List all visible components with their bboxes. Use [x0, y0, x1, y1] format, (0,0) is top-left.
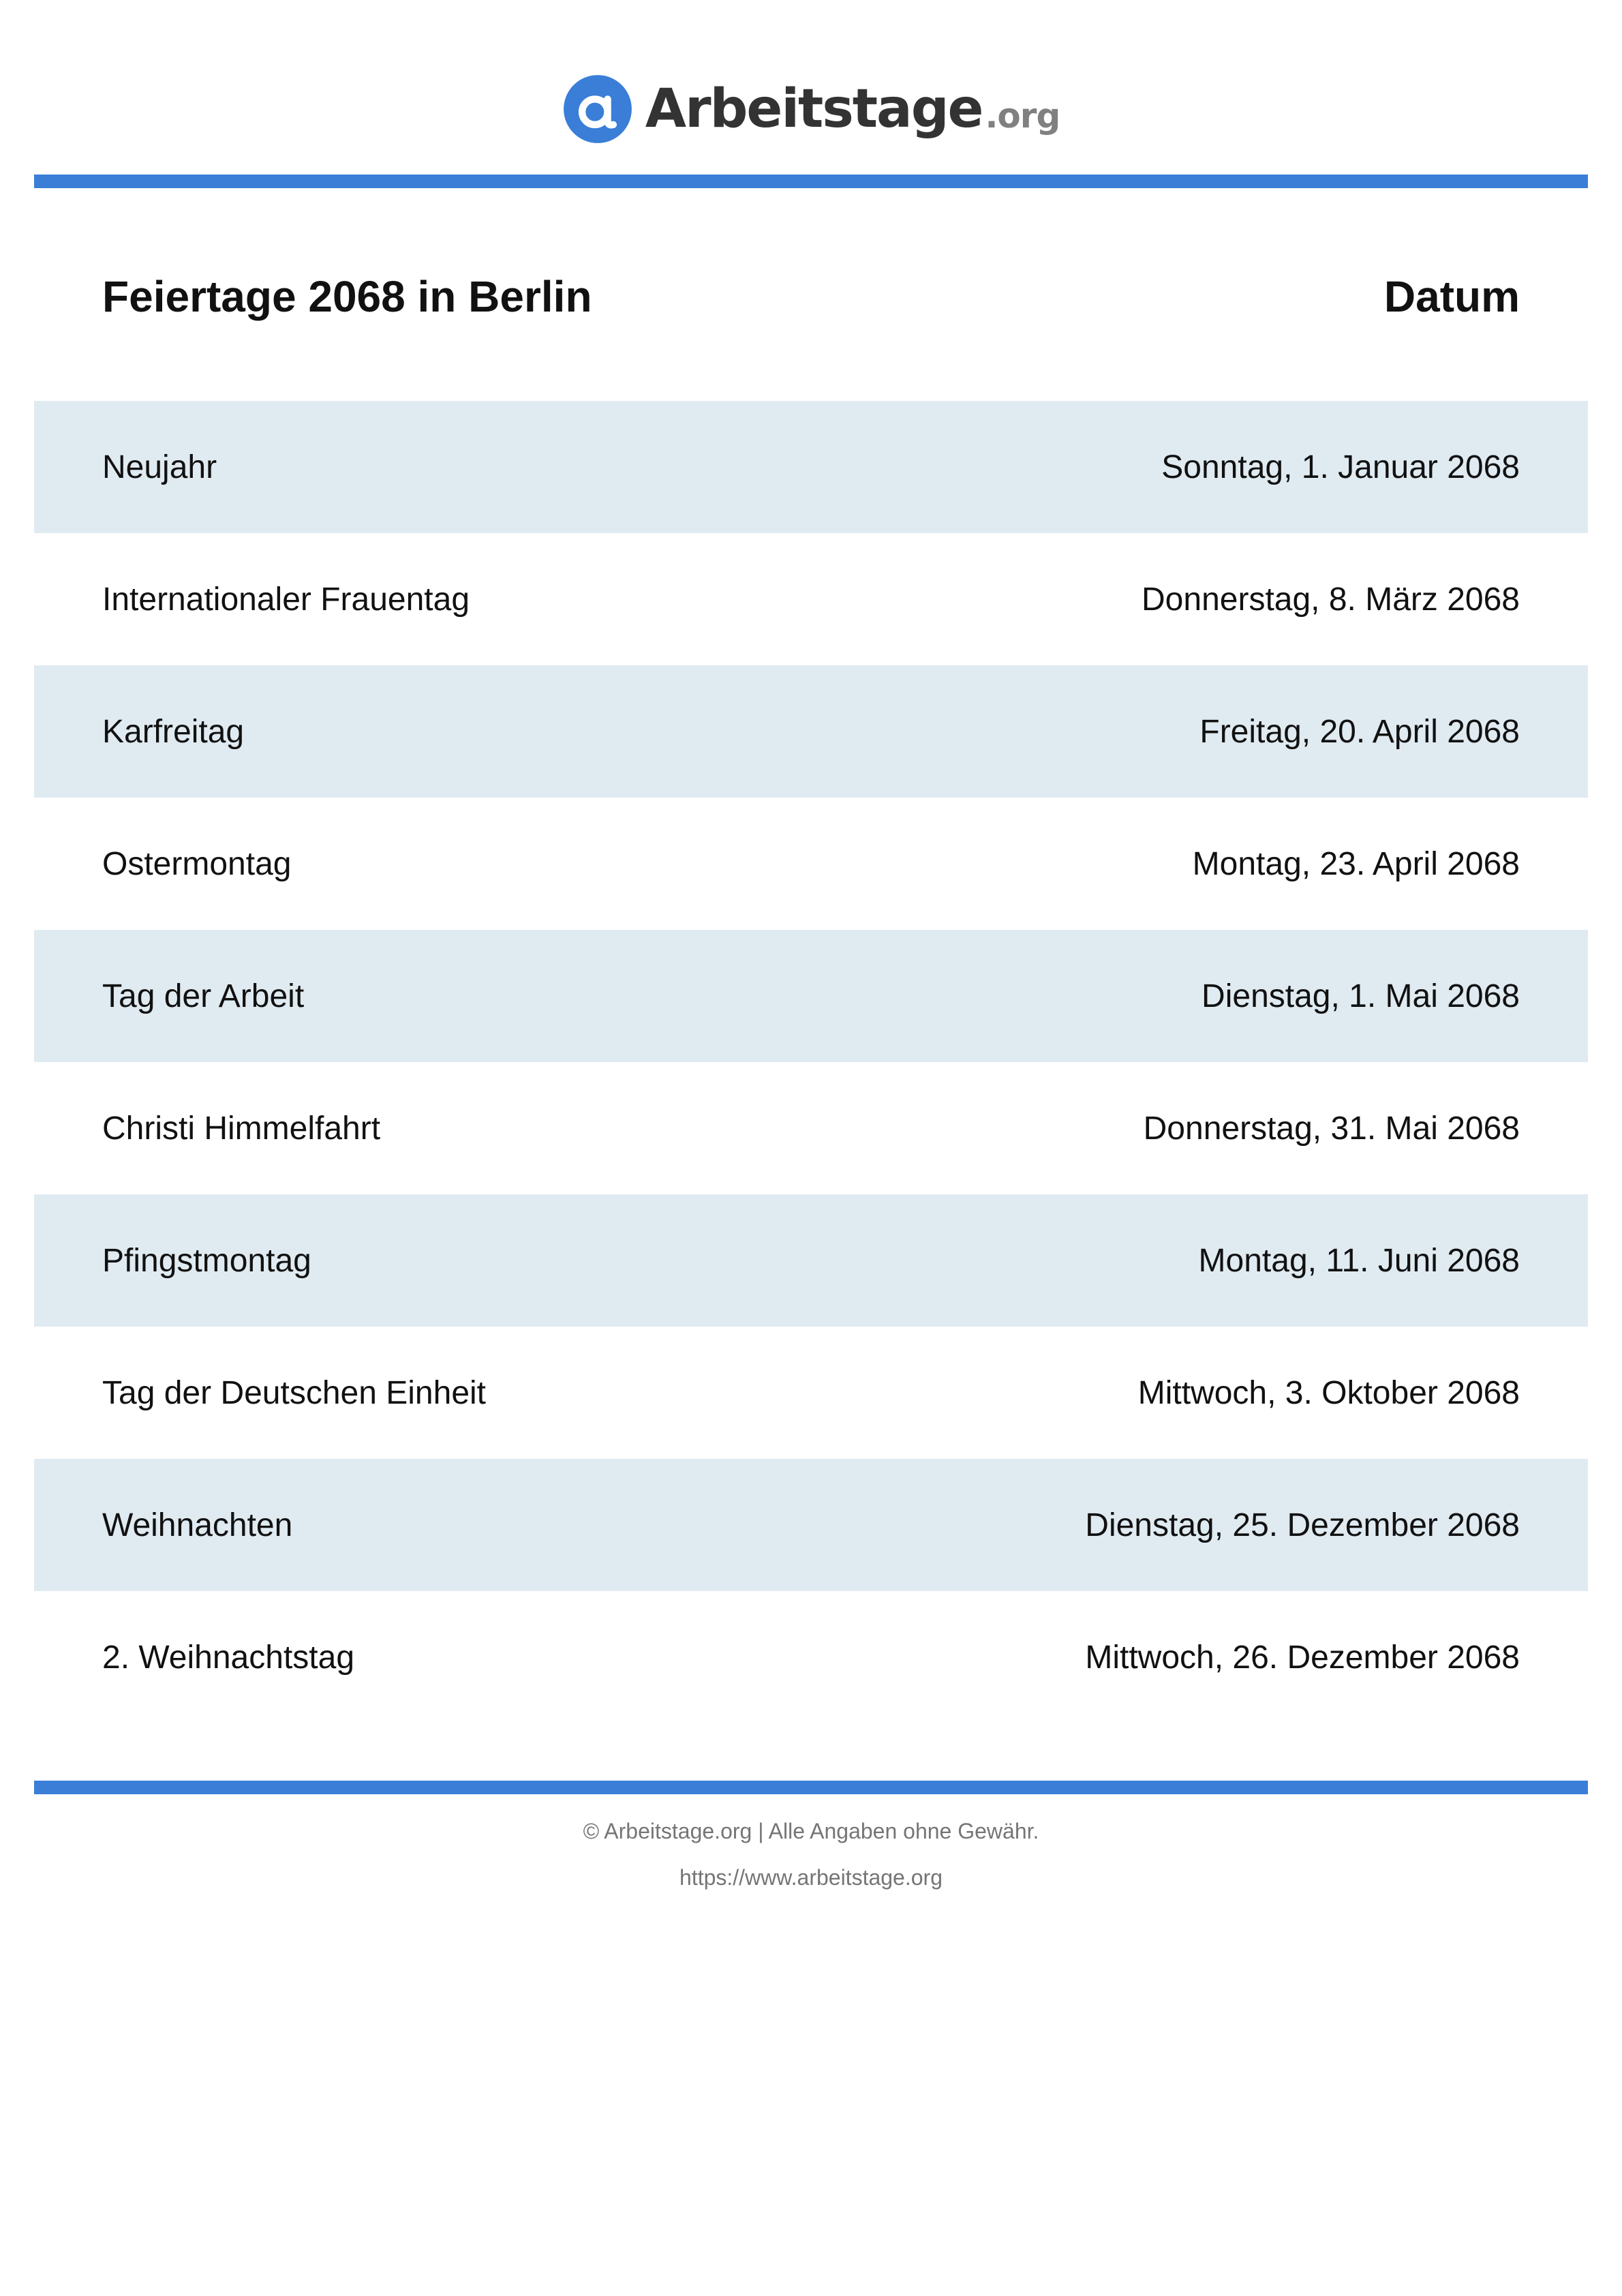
holiday-date: Sonntag, 1. Januar 2068	[1161, 449, 1520, 485]
holiday-date: Donnerstag, 8. März 2068	[1142, 581, 1520, 618]
holiday-table	[34, 401, 1588, 1723]
holiday-date: Freitag, 20. April 2068	[1199, 713, 1520, 750]
holiday-name: Ostermontag	[102, 845, 292, 882]
holiday-name: Karfreitag	[102, 713, 245, 750]
footer-copyright: © Arbeitstage.org | Alle Angaben ohne Gewähr.	[583, 1819, 1039, 1843]
date-column-header: Datum	[1383, 272, 1520, 321]
holiday-name: Internationaler Frauentag	[102, 581, 470, 618]
holiday-name: Tag der Arbeit	[102, 978, 305, 1014]
table-row	[34, 798, 1588, 930]
holiday-name: Pfingstmontag	[102, 1242, 311, 1279]
at-sign-icon	[562, 74, 633, 145]
table-title: Feiertage 2068 in Berlin	[102, 272, 592, 321]
holiday-name: Weihnachten	[102, 1507, 293, 1543]
footer-url: https://www.arbeitstage.org	[679, 1865, 943, 1890]
brand-tld: .org	[985, 96, 1060, 136]
holiday-date: Montag, 11. Juni 2068	[1198, 1242, 1520, 1279]
logo	[0, 72, 1622, 147]
bottom-divider	[34, 1781, 1588, 1794]
table-row	[34, 930, 1588, 1062]
table-row	[34, 1591, 1588, 1723]
holiday-date: Dienstag, 1. Mai 2068	[1202, 978, 1520, 1014]
table-row	[34, 1194, 1588, 1327]
holiday-date: Mittwoch, 3. Oktober 2068	[1137, 1374, 1520, 1411]
holiday-name: Christi Himmelfahrt	[102, 1110, 381, 1147]
table-row	[34, 533, 1588, 665]
logo-lockup	[562, 74, 1060, 145]
holiday-date: Montag, 23. April 2068	[1192, 845, 1520, 882]
holiday-name: 2. Weihnachtstag	[102, 1639, 355, 1676]
holiday-date: Dienstag, 25. Dezember 2068	[1085, 1507, 1520, 1543]
holiday-name: Neujahr	[102, 449, 217, 485]
holiday-name: Tag der Deutschen Einheit	[102, 1374, 487, 1411]
table-row	[34, 1459, 1588, 1591]
brand-name: Arbeitstage	[645, 78, 983, 140]
table-row	[34, 401, 1588, 533]
holiday-date: Donnerstag, 31. Mai 2068	[1143, 1110, 1520, 1147]
holiday-date: Mittwoch, 26. Dezember 2068	[1085, 1639, 1520, 1676]
table-row	[34, 1062, 1588, 1194]
table-header	[102, 259, 1520, 334]
table-row	[34, 1327, 1588, 1459]
top-divider	[34, 175, 1588, 188]
table-row	[34, 665, 1588, 798]
